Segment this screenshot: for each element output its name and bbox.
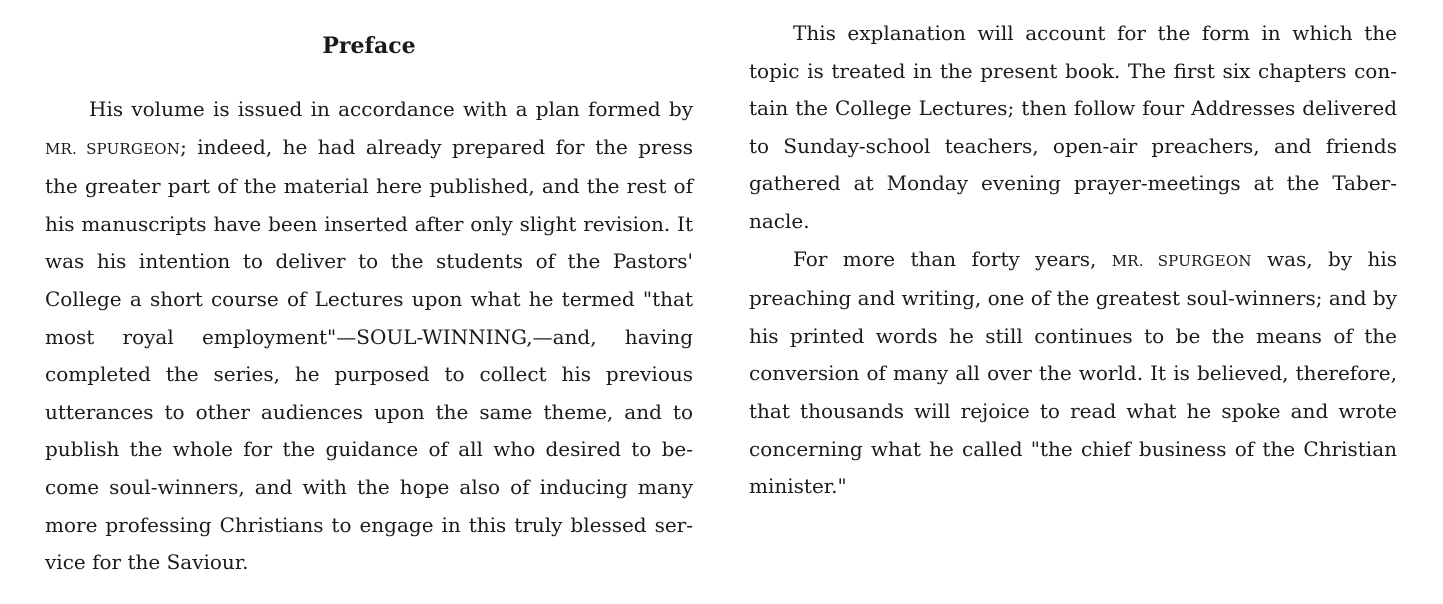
author-name: MR. SPURGEON xyxy=(1111,251,1252,270)
left-page-body xyxy=(45,91,693,582)
preface-paragraph-3 xyxy=(749,241,1397,506)
paragraph-text: ; indeed, he had already prepared for the press the greater part of the material here published, and the rest of his manuscripts have been inserted after only slight revision. It was his intention to deliver to the students of the Pastors' College a short course of Lectures upon what he termed "that most royal employment"—SOUL-WINNING,—and, having completed the series, he purposed to collect his previous utterances to other audiences upon the same theme, and to publish the whole for the guidance of all who desired to become soul-winners, and with the hope also of inducing many more professing Christians to engage in this truly blessed service for the Saviour. xyxy=(45,134,693,575)
preface-paragraph-1 xyxy=(45,91,693,582)
author-name: MR. SPURGEON xyxy=(45,139,181,158)
paragraph-text: For more than forty years, xyxy=(793,246,1112,271)
paragraph-text: was, by his preaching and writing, one of the greatest soul-winners; and by his printed words he still continues to be the means of the conversion of many all over the world. It is believed, therefore, that thousands will rejoice to read what he spoke and wrote concerning what he called "the chief business of the Christian minister." xyxy=(749,246,1397,499)
paragraph-text: His volume is issued in accordance with a plan formed by xyxy=(89,97,693,121)
page-title: Preface xyxy=(322,33,416,59)
left-page xyxy=(45,0,693,582)
right-page-body xyxy=(749,15,1397,506)
preface-paragraph-2: This explanation will account for the form in which the topic is treated in the present book. The first six chapters contain the College Lectures; then follow four Addresses delivered to Sunday-school teachers, open-air preachers, and friends gathered at Monday evening prayer-meetings at the Tabernacle. xyxy=(749,21,1397,233)
right-page xyxy=(749,0,1397,506)
